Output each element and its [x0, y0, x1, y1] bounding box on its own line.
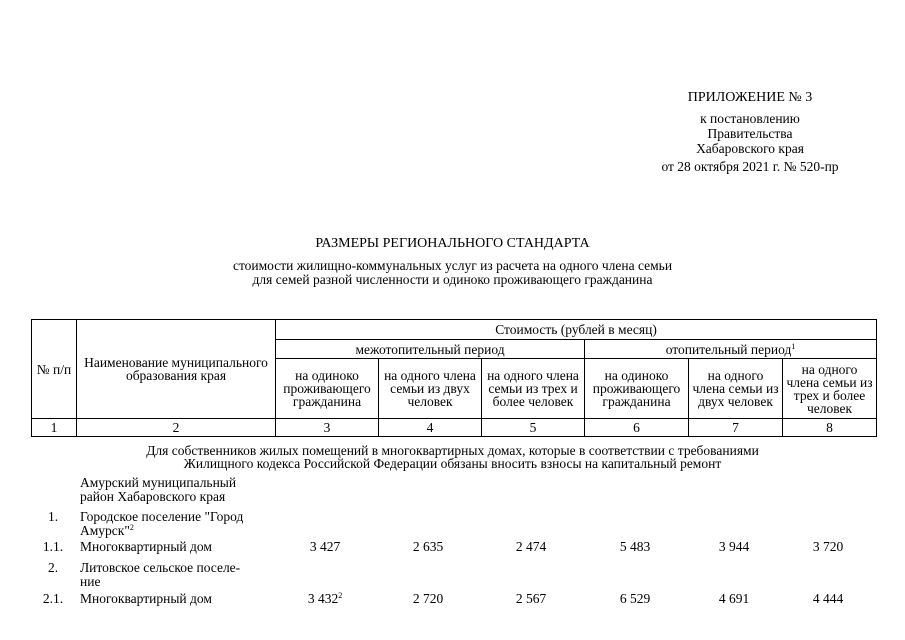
appendix-line-2: Правительства	[707, 126, 793, 141]
value-cell: 3 $432^2$	[307, 591, 343, 606]
header-period-1: межотопительный период	[276, 340, 585, 359]
value-cell: 6 529	[619, 591, 651, 606]
value-cell: 2 635	[412, 539, 444, 554]
header-cost: Стоимость (рублей в месяц)	[276, 320, 877, 340]
value-cell: 2 567	[515, 591, 547, 606]
table-row	[80, 561, 270, 589]
section-note	[115, 444, 790, 470]
row-name-line-2: ние	[80, 574, 101, 589]
row-name-line-1: Амурский муниципальный	[80, 475, 237, 490]
value-cell: 5 483	[619, 539, 651, 554]
value-cell: 3 720	[812, 539, 844, 554]
appendix-title: ПРИЛОЖЕНИЕ № 3	[687, 90, 813, 105]
row-name-line-2: район Хабаровского края	[80, 489, 226, 504]
col-number: 3	[276, 419, 379, 437]
col-number: 6	[585, 419, 689, 437]
row-number: 1.1.	[42, 539, 64, 554]
header-sub-3: на одного члена семьи из трех и более человек	[482, 359, 585, 419]
appendix-line-3: Хабаровского края	[696, 141, 804, 156]
table-header	[31, 319, 877, 437]
appendix-date: от 28 октября 2021 г. № 520-пр	[661, 159, 839, 174]
col-number: 8	[783, 419, 877, 437]
table-row	[80, 510, 270, 538]
header-sub-1: на одиноко проживающего гражданина	[276, 359, 379, 419]
header-sub-6: на одного члена семьи из трех и более человек	[783, 359, 877, 419]
row-name-line-2: Амурск"	[80, 523, 130, 538]
value-cell: 4 444	[812, 591, 844, 606]
row-name: Многоквартирный дом	[80, 539, 212, 554]
col-number: 1	[32, 419, 77, 437]
document-subtitle-2: для семей разной численности и одиноко проживающего гражданина	[252, 272, 653, 287]
header-sub-2: на одного члена семьи из двух человек	[379, 359, 482, 419]
col-number: 4	[379, 419, 482, 437]
document-title: РАЗМЕРЫ РЕГИОНАЛЬНОГО СТАНДАРТА	[315, 236, 590, 251]
header-sub-4: на одиноко проживающего гражданина	[585, 359, 689, 419]
appendix-block	[645, 90, 855, 174]
section-note-line-1: Для собственников жилых помещений в многоквартирных домах, которые в соответствии с требованиями	[146, 443, 759, 458]
col-number: 2	[77, 419, 276, 437]
header-name: Наименование муниципального образования края	[77, 320, 276, 419]
value-cell: 2 474	[515, 539, 547, 554]
row-name-line-1: Литовское сельское поселе-	[80, 560, 241, 575]
col-number: 5	[482, 419, 585, 437]
footnote-marker: 1	[791, 341, 796, 351]
row-name-line-1: Городское поселение "Город	[80, 509, 244, 524]
row-number: 2.1.	[42, 591, 64, 606]
value-cell: 3 944	[718, 539, 750, 554]
col-number: 7	[689, 419, 783, 437]
appendix-line-1: к постановлению	[700, 111, 800, 126]
header-sub-5: на одного члена семьи из двух человек	[689, 359, 783, 419]
header-period-2: отопительный период$^1$	[585, 340, 877, 359]
row-number: 1.	[47, 509, 59, 524]
value-cell: 3 427	[309, 539, 341, 554]
row-name: Многоквартирный дом	[80, 591, 212, 606]
document-subtitle-1: стоимости жилищно-коммунальных услуг из расчета на одного члена семьи	[232, 258, 673, 273]
value-cell: 4 691	[718, 591, 750, 606]
header-num: № п/п	[32, 320, 77, 419]
footnote-marker: 2	[129, 523, 134, 532]
section-note-line-2: Жилищного кодекса Российской Федерации обязаны вносить взносы на капитальный ремонт	[183, 456, 722, 471]
document-heading	[180, 236, 725, 287]
table-row	[80, 476, 270, 504]
footnote-marker: 2	[338, 591, 343, 600]
value-cell: 2 720	[412, 591, 444, 606]
row-number: 2.	[47, 560, 59, 575]
